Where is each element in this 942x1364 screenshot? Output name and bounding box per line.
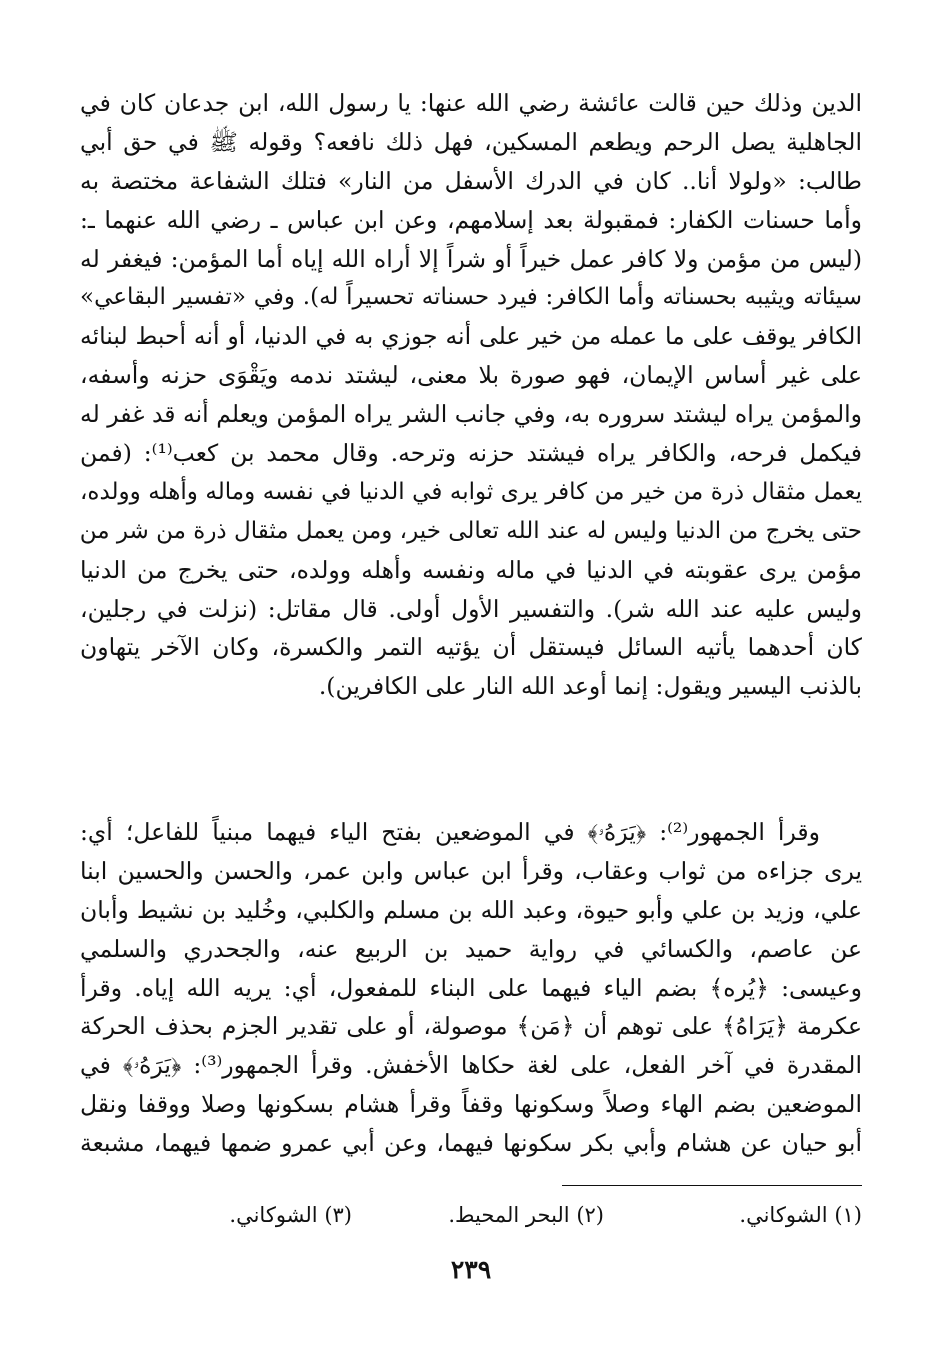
- paragraph-2: [80, 813, 862, 1163]
- text-line: وليس عليه عند الله شر). والتفسير الأول أولى. قال مقاتل: (نزلت في رجلين،: [80, 594, 862, 623]
- text-line: (ليس من مؤمن ولا كافر عمل خيراً أو شراً إلا أراه الله إياه أما المؤمن: فيغفر له: [80, 244, 862, 273]
- text-line: والمؤمن يراه ليشتد سروره به، وفي جانب الشر يراه المؤمن ويعلم أنه قد غفر له: [80, 400, 862, 429]
- text-line: الدين وذلك حين قالت عائشة رضي الله عنها: يا رسول الله، ابن جدعان كان في: [80, 89, 862, 117]
- text-line: وعيسى: ﴿يُره﴾ بضم الياء فيهما على البناء للمفعول، أي: يريه الله إياه. وقرأ: [80, 973, 862, 1002]
- text-line: علي، وزيد بن علي وأبو حيوة، وعبد الله بن مسلم والكلبي، وخُليد بن نشيط وأبان: [80, 895, 862, 924]
- text-line: على غير أساس الإيمان، فهو صورة بلا معنى، ليشتد ندمه ويَقْوَى حزنه وأسفه،: [80, 361, 862, 390]
- page-number: ٢٣٩: [450, 1255, 492, 1284]
- text-line: طالب: «ولولا أنا.. كان في الدرك الأسفل من النار» فتلك الشفاعة مختصة به: [80, 166, 862, 195]
- text-line: كان أحدهما يأتيه السائل فيستقل أن يؤتيه التمر والكسرة، وكان الآخر يتهاون: [80, 633, 862, 662]
- text-line: أبو حيان عن هشام وأبي بكر سكونها فيهما، وعن أبي عمرو ضمها فيهما، مشبعة: [80, 1129, 862, 1158]
- text-line: مؤمن يرى عقوبته في الدنيا في ماله ونفسه وأهله وولده، حتى يخرج من الدنيا: [80, 555, 862, 584]
- footnote-2: (٢) البحر المحيط.: [448, 1203, 604, 1227]
- text-line: عن عاصم، والكسائي في رواية حميد بن الربيع عنه، والجحدري والسلمي: [80, 934, 862, 963]
- text-line: وقرأ الجمهور⁽²⁾: ﴿يَرَهُۥ﴾ في الموضعين بفتح الياء فيهما مبنياً للفاعل؛ أي:: [80, 818, 820, 846]
- text-line: الكافر يوقف على ما عمله من خير على أنه جوزي به في الدنيا، أو أنه أحبط لبنائه: [80, 322, 862, 351]
- text-line: الجاهلية يصل الرحم ويطعم المسكين، فهل ذلك نافعه؟ وقوله ﷺ في حق أبي: [80, 127, 862, 156]
- text-line: عكرمة ﴿يَرَاهُ﴾ على توهم أن ﴿مَن﴾ موصولة، أو على تقدير الجزم بحذف الحركة: [80, 1012, 862, 1041]
- text-line: يعمل مثقال ذرة من خير من كافر يرى ثوابه في الدنيا في نفسه وماله وأهله وولده،: [80, 478, 862, 505]
- text-line: فيكمل فرحه، والكافر يراه فيشتد حزنه وترحه. وقال محمد بن كعب⁽¹⁾: (فمن: [80, 439, 862, 468]
- text-line: وأما حسنات الكفار: فمقبولة بعد إسلامهم، وعن ابن عباس ـ رضي الله عنهما ـ:: [80, 205, 862, 234]
- text-line: بالذنب اليسير ويقول: إنما أوعد الله النار على الكافرين).: [318, 672, 862, 701]
- text-line: يرى جزاءه من ثواب وعقاب، وقرأ ابن عباس وابن عمر، والحسن والحسين ابنا: [80, 856, 862, 885]
- text-line: المقدرة في آخر الفعل، على لغة حكاها الأخفش. وقرأ الجمهور⁽³⁾: ﴿يَرَهُۥ﴾ في: [80, 1051, 863, 1080]
- text-line: سيئاته ويثيبه بحسناته وأما الكافر: فيرد حسناته تحسيراً له). وفي «تفسير البقاعي»: [80, 284, 862, 311]
- footnote-divider: [562, 1185, 862, 1186]
- text-line: الموضعين بضم الهاء وصلاً وسكونها وقفاً وقرأ هشام بسكونها وصلا ووقفا ونقل: [80, 1090, 862, 1119]
- footnote-3: (٣) الشوكاني.: [229, 1203, 352, 1227]
- footnote-1: (١) الشوكاني.: [739, 1203, 862, 1227]
- text-line: حتى يخرج من الدنيا وليس له عند الله تعالى خير، ومن يعمل مثقال ذرة من شر من: [79, 517, 862, 544]
- paragraph-1: [80, 84, 862, 706]
